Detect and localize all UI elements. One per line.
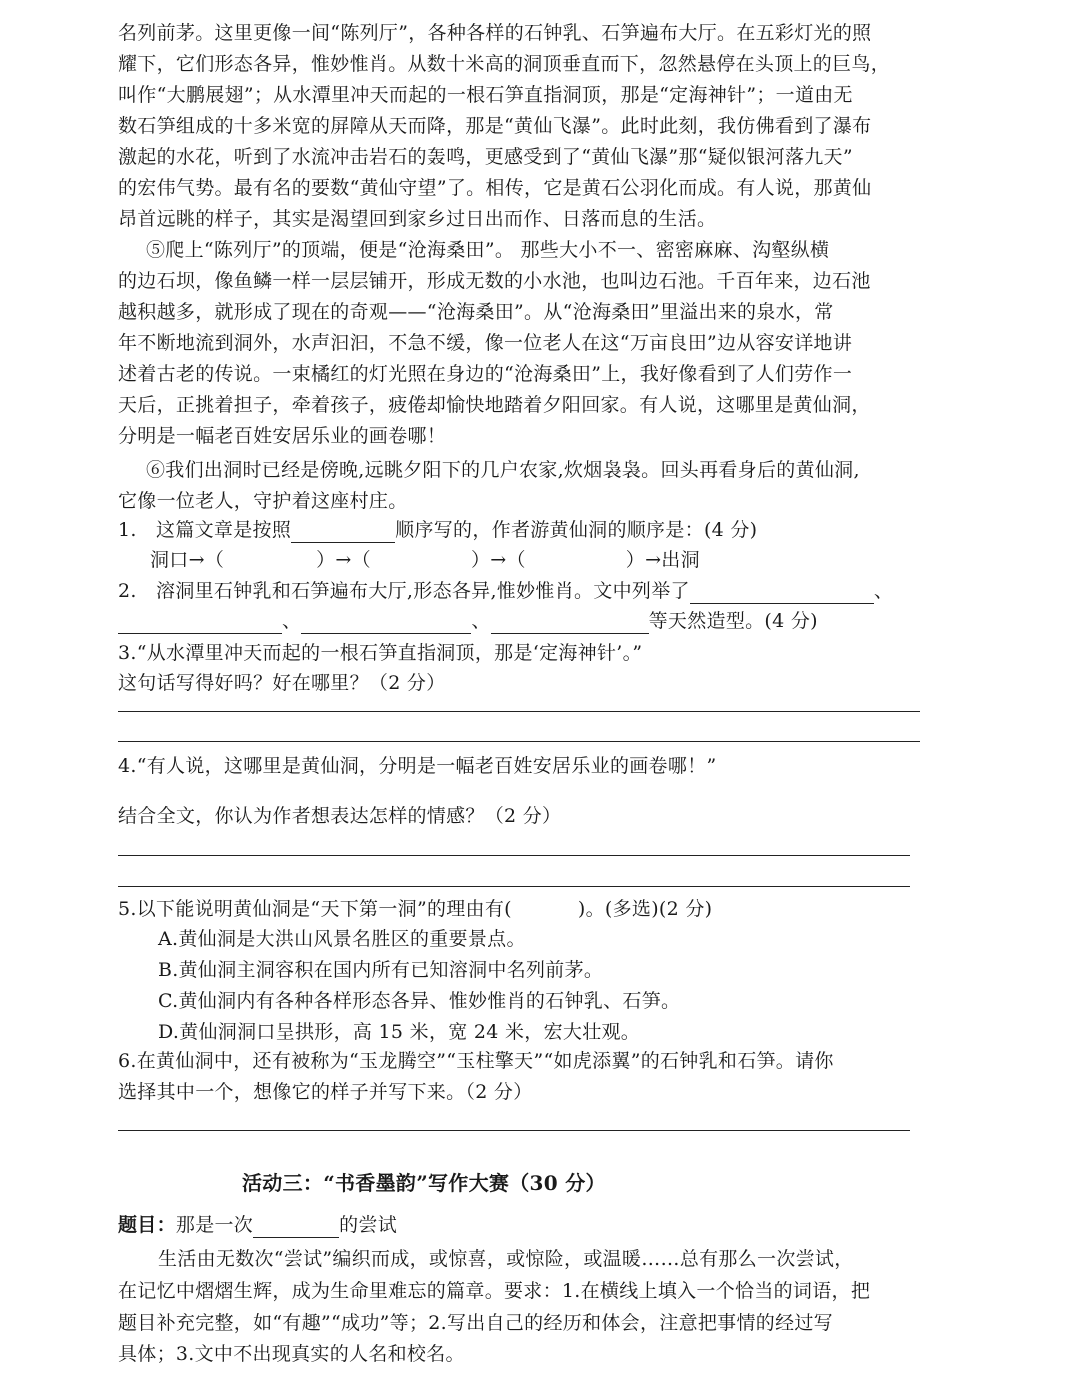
- passage-line: 激起的水花，听到了水流冲击岩石的轰鸣，更感受到了“黄仙飞瀑”那“疑似银河落九天”: [118, 146, 853, 168]
- separator: 、: [282, 610, 302, 632]
- topic-label: 题目：: [118, 1214, 176, 1236]
- passage-line: 叫作“大鹏展翅”；从水潭里冲天而起的一根石笋直指洞顶，那是“定海神针”；一道由无: [118, 84, 853, 106]
- question-3: 3.“从水潭里冲天而起的一根石笋直指洞顶，那是‘定海神针’。”: [118, 642, 643, 664]
- requirement-line: 在记忆中熠熠生辉，成为生命里难忘的篇章。要求：1.在横线上填入一个恰当的词语，把: [118, 1280, 871, 1302]
- passage-line: 分明是一幅老百姓安居乐业的画卷哪！: [118, 425, 447, 447]
- passage-line: 越积越多，就形成了现在的奇观——“沧海桑田”。从“沧海桑田”里溢出来的泉水，常: [118, 301, 834, 323]
- requirement-line: 生活由无数次“尝试”编织而成，或惊喜，或惊险，或温暖……总有那么一次尝试，: [158, 1248, 854, 1270]
- passage-line: 它像一位老人，守护着这座村庄。: [118, 490, 408, 512]
- answer-line[interactable]: [118, 855, 910, 856]
- sequence-start: 洞口→（: [150, 549, 225, 571]
- question-6: 6.在黄仙洞中，还有被称为“玉龙腾空”“玉柱擎天”“如虎添翼”的石钟乳和石笋。请你: [118, 1050, 834, 1072]
- passage-line: 耀下，它们形态各异，惟妙惟肖。从数十米高的洞顶垂直而下，忽然悬停在头顶上的巨鸟，: [118, 53, 891, 75]
- question-5-stem: 5.以下能说明黄仙洞是“天下第一洞”的理由有(: [118, 898, 512, 920]
- question-5-stem-end: )。(多选)(2 分): [577, 898, 713, 920]
- question-5: [118, 896, 712, 922]
- option-b[interactable]: B.黄仙洞主洞容积在国内所有已知溶洞中名列前茅。: [158, 959, 604, 981]
- question-4-prompt: 结合全文，你认为作者想表达怎样的情感？（2 分）: [118, 805, 562, 827]
- question-3-prompt: 这句话写得好吗？好在哪里？（2 分）: [118, 672, 446, 694]
- question-2-blank-1[interactable]: [690, 583, 874, 604]
- passage-line: 名列前茅。这里更像一间“陈列厅”，各种各样的石钟乳、石笋遍布大厅。在五彩灯光的照: [118, 22, 872, 44]
- question-2-stem-end: 等天然造型。(4 分): [648, 610, 818, 632]
- topic-blank[interactable]: [253, 1217, 339, 1238]
- question-1-blank[interactable]: [291, 522, 395, 543]
- sequence-end: ）→出洞: [625, 549, 700, 571]
- passage-line: 述着古老的传说。一束橘红的灯光照在身边的“沧海桑田”上，我好像看到了人们劳作一: [118, 363, 853, 385]
- separator: 、: [873, 580, 894, 602]
- option-a[interactable]: A.黄仙洞是大洪山风景名胜区的重要景点。: [158, 928, 526, 950]
- topic-text-end: 的尝试: [339, 1214, 398, 1236]
- question-1-stem-end: 顺序写的，作者游黄仙洞的顺序是：(4 分): [395, 519, 758, 541]
- answer-line[interactable]: [118, 1130, 910, 1131]
- question-2: [118, 578, 893, 604]
- question-2-stem: 2. 溶洞里石钟乳和石笋遍布大厅,形态各异,惟妙惟肖。文中列举了: [118, 580, 690, 602]
- passage-line: 昂首远眺的样子，其实是渴望回到家乡过日出而作、日落而息的生活。: [118, 208, 717, 230]
- separator: 、: [471, 610, 491, 632]
- topic-text: 那是一次: [175, 1214, 254, 1236]
- question-2-blank-2[interactable]: [118, 613, 282, 634]
- sequence-arrow: ）→（: [316, 549, 371, 571]
- passage-line: 天后，正挑着担子，牵着孩子，疲倦却愉快地踏着夕阳回家。有人说，这哪里是黄仙洞，: [118, 394, 871, 416]
- question-1-sequence: [150, 547, 700, 573]
- option-d[interactable]: D.黄仙洞洞口呈拱形，高 15 米，宽 24 米，宏大壮观。: [158, 1021, 641, 1043]
- question-6-prompt: 选择其中一个，想像它的样子并写下来。（2 分）: [118, 1081, 533, 1103]
- requirement-line: 题目补充完整，如“有趣”“成功”等；2.写出自己的经历和体会，注意把事情的经过写: [118, 1312, 833, 1334]
- answer-line[interactable]: [118, 886, 910, 887]
- answer-line[interactable]: [118, 741, 920, 742]
- question-1: [118, 517, 757, 543]
- answer-line[interactable]: [118, 711, 920, 712]
- sequence-arrow: ）→（: [470, 549, 526, 571]
- passage-line: 年不断地流到洞外，水声汩汩，不急不缓，像一位老人在这“万亩良田”边从容安详地讲: [118, 332, 853, 354]
- passage-line: ⑥我们出洞时已经是傍晚,远眺夕阳下的几户农家,炊烟袅袅。回头再看身后的黄仙洞,: [146, 459, 860, 481]
- passage-line: 的宏伟气势。最有名的要数“黄仙守望”了。相传，它是黄石公羽化而成。有人说，那黄仙: [118, 177, 872, 199]
- activity-heading: 活动三：“书香墨韵”写作大赛（30 分）: [242, 1171, 606, 1195]
- requirement-line: 具体；3.文中不出现真实的人名和校名。: [118, 1343, 465, 1365]
- question-1-stem: 1. 这篇文章是按照: [118, 519, 292, 541]
- passage-line: 的边石坝，像鱼鳞一样一层层铺开，形成无数的小水池，也叫边石池。千百年来，边石池: [118, 270, 871, 292]
- essay-topic: [118, 1212, 397, 1238]
- question-2-cont: [118, 608, 818, 634]
- question-2-blank-3[interactable]: [301, 613, 471, 634]
- question-2-blank-4[interactable]: [491, 613, 649, 634]
- passage-line: ⑤爬上“陈列厅”的顶端，便是“沧海桑田”。 那些大小不一、密密麻麻、沟壑纵横: [146, 239, 830, 261]
- option-c[interactable]: C.黄仙洞内有各种各样形态各异、惟妙惟肖的石钟乳、石笋。: [158, 990, 681, 1012]
- question-4: 4.“有人说，这哪里是黄仙洞，分明是一幅老百姓安居乐业的画卷哪！”: [118, 755, 717, 777]
- passage-line: 数石笋组成的十多米宽的屏障从天而降，那是“黄仙飞瀑”。此时此刻，我仿佛看到了瀑布: [118, 115, 872, 137]
